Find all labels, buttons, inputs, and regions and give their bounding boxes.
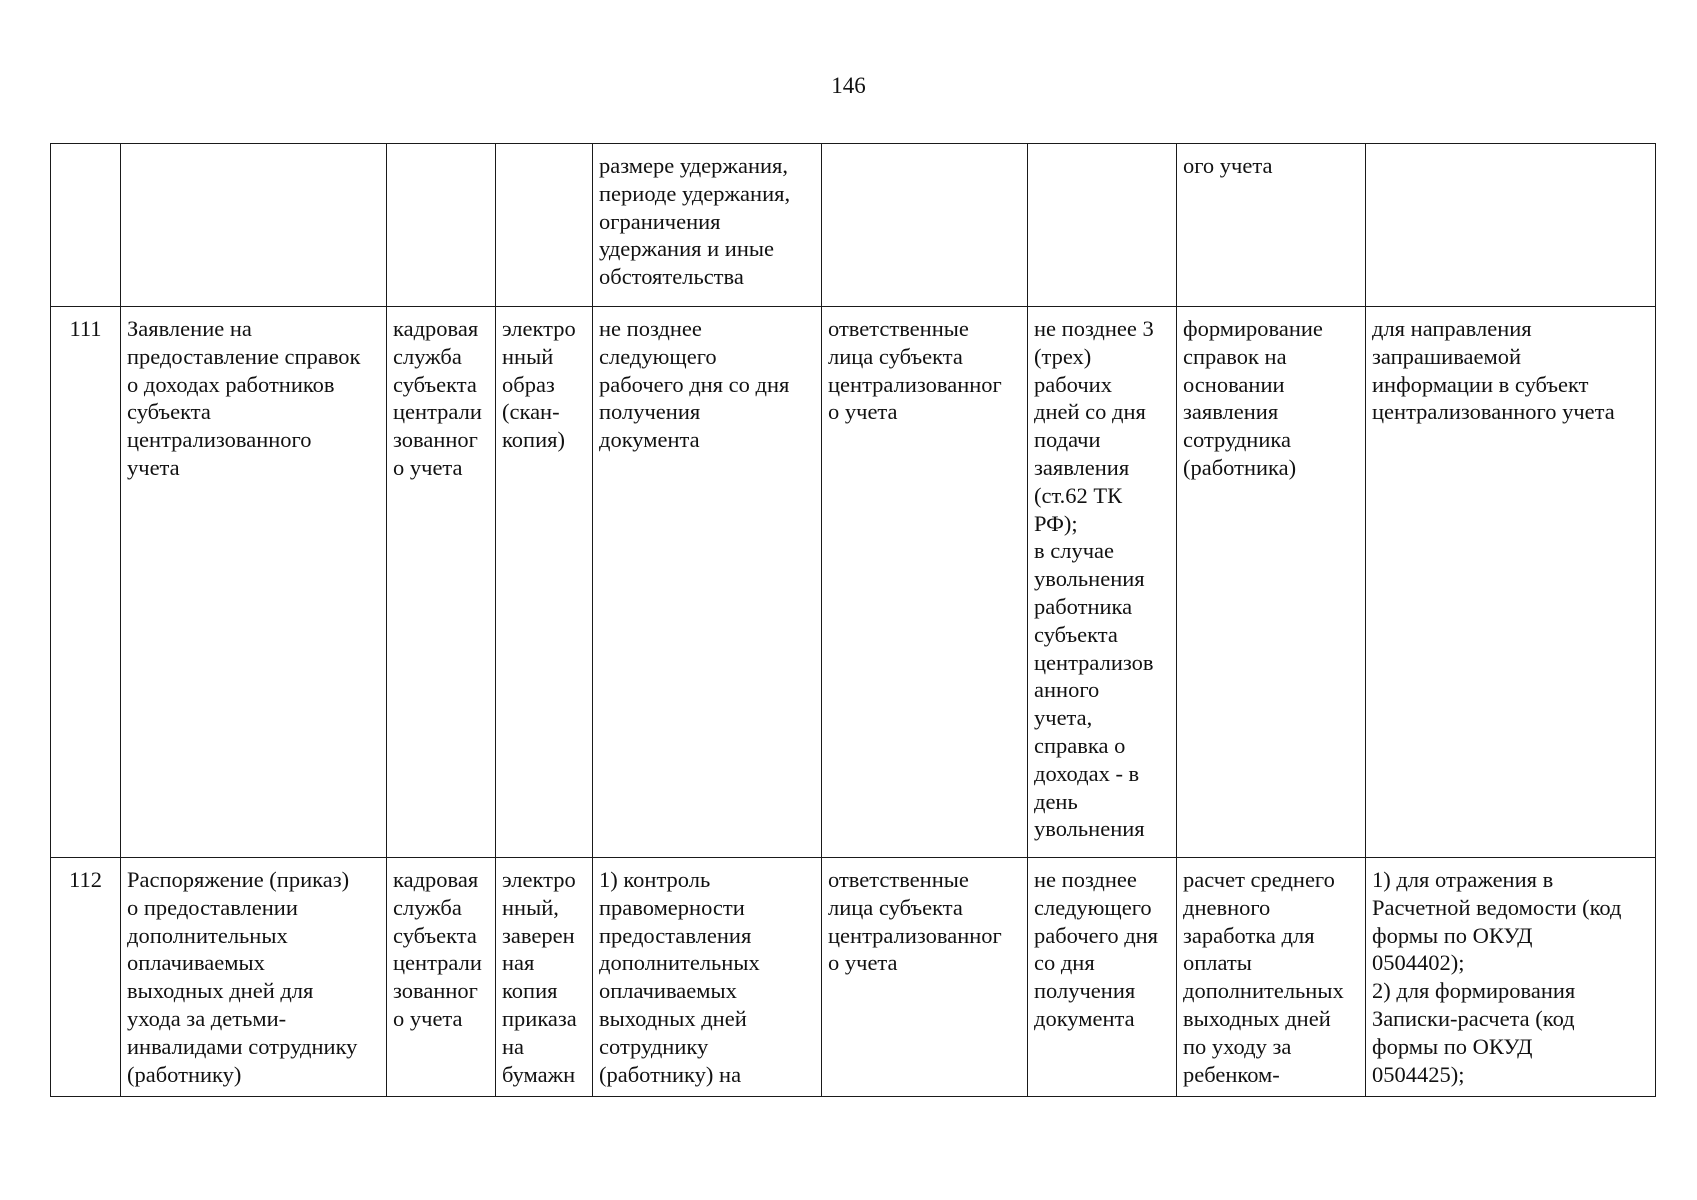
deadline-cell: не позднее следующего рабочего дня со дня получения документа (1028, 858, 1177, 1097)
document-name-cell: Распоряжение (приказ) о предоставлении дополнительных оплачиваемых выходных дней для ухода за детьми- инвалидами сотруднику (работнику) (121, 858, 387, 1097)
table-row (51, 858, 1656, 1097)
purpose-cell (1366, 144, 1656, 307)
control-cell: размере удержания, периоде удержания, ограничения удержания и иные обстоятельства (593, 144, 822, 307)
action-cell: расчет среднего дневного заработка для оплаты дополнительных выходных дней по уходу за ребенком- (1177, 858, 1366, 1097)
page-number: 146 (831, 73, 866, 98)
document-table (50, 143, 1656, 1097)
deadline-cell: не позднее 3 (трех) рабочих дней со дня подачи заявления (ст.62 ТК РФ); в случае увольнения работника субъекта централизов анного учета, справка о доходах - в день увольнения (1028, 307, 1177, 858)
responsible-cell: ответственные лица субъекта централизованног о учета (822, 307, 1028, 858)
source-cell: кадровая служба субъекта централи зованног о учета (387, 858, 496, 1097)
action-cell: формирование справок на основании заявления сотрудника (работника) (1177, 307, 1366, 858)
form-cell: электро нный образ (скан- копия) (496, 307, 593, 858)
action-cell: ого учета (1177, 144, 1366, 307)
purpose-cell: для направления запрашиваемой информации в субъект централизованного учета (1366, 307, 1656, 858)
form-cell: электро нный, заверен ная копия приказа на бумажн (496, 858, 593, 1097)
form-cell (496, 144, 593, 307)
row-number-cell (51, 144, 121, 307)
document-name-cell (121, 144, 387, 307)
source-cell: кадровая служба субъекта централи зованног о учета (387, 307, 496, 858)
document-name-cell: Заявление на предоставление справок о доходах работников субъекта централизованного учета (121, 307, 387, 858)
deadline-cell (1028, 144, 1177, 307)
table-row (51, 144, 1656, 307)
row-number-cell: 112 (51, 858, 121, 1097)
responsible-cell (822, 144, 1028, 307)
purpose-cell: 1) для отражения в Расчетной ведомости (код формы по ОКУД 0504402); 2) для формирования Записки-расчета (код формы по ОКУД 0504425); (1366, 858, 1656, 1097)
control-cell: 1) контроль правомерности предоставления дополнительных оплачиваемых выходных дней сотруднику (работнику) на (593, 858, 822, 1097)
source-cell (387, 144, 496, 307)
control-cell: не позднее следующего рабочего дня со дня получения документа (593, 307, 822, 858)
row-number-cell: 111 (51, 307, 121, 858)
responsible-cell: ответственные лица субъекта централизованног о учета (822, 858, 1028, 1097)
table-row (51, 307, 1656, 858)
